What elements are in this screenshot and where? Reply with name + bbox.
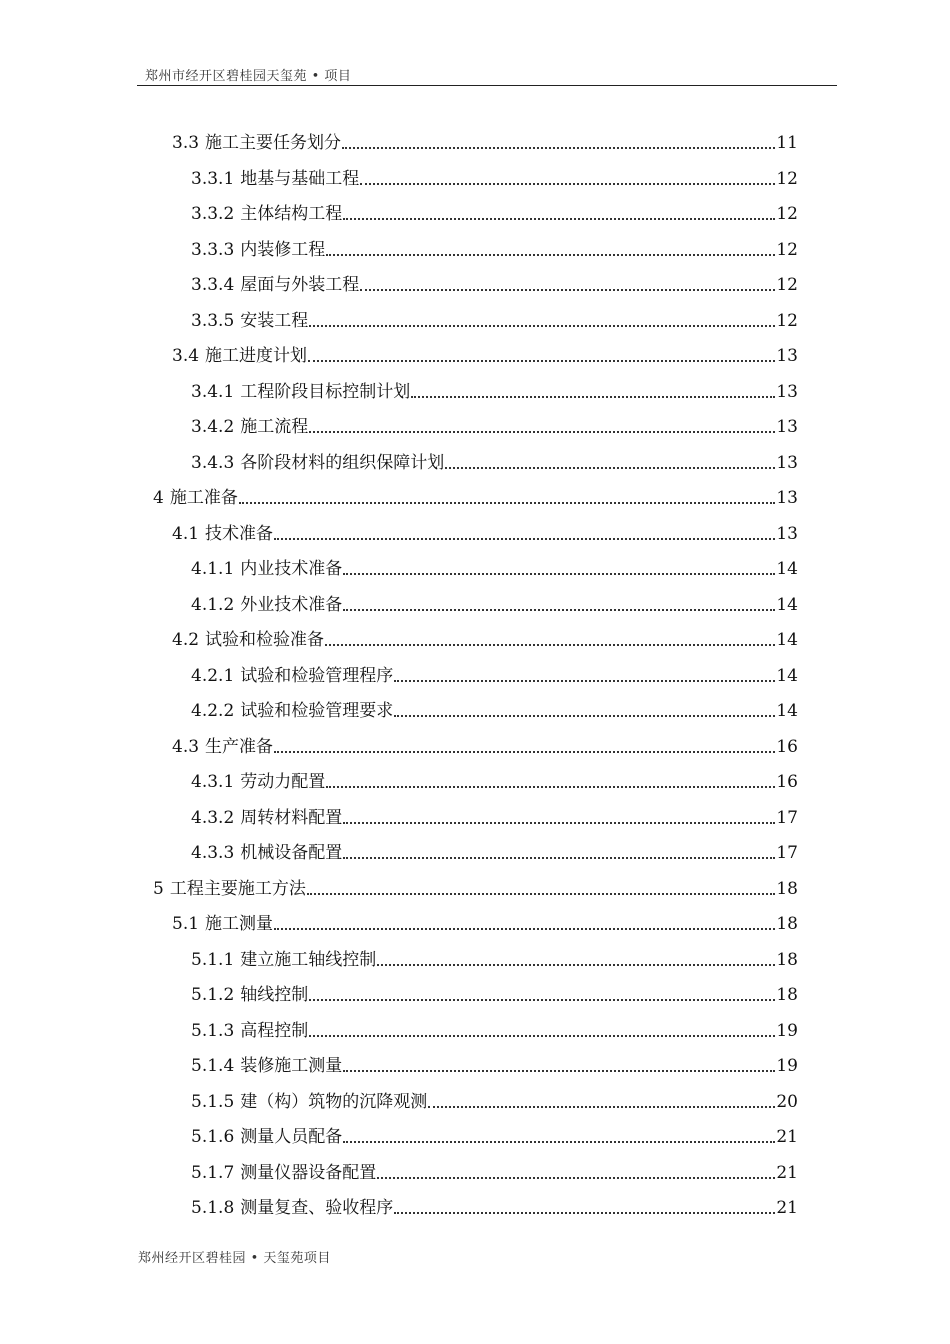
toc-entry-title: 施工准备 [169,488,238,508]
toc-entry-number: 4.1.2 [191,594,235,615]
toc-entry-page: 13 [776,417,798,437]
toc-entry-title: 技术准备 [205,523,274,544]
toc-entry-page: 18 [776,949,798,970]
toc-entry-number: 3.3.2 [191,204,235,224]
toc-entry[interactable] [191,1087,798,1113]
toc-entry-number: 5.1 [172,914,200,934]
toc-dot-leader [343,1070,775,1072]
toc-entry-title: 试验和检验准备 [205,630,325,650]
toc-dot-leader [326,786,775,788]
toc-dot-leader [360,289,775,291]
toc-entry[interactable] [191,1051,798,1077]
toc-dot-leader [394,715,775,717]
toc-entry[interactable] [191,554,798,580]
toc-entry-number: 3.3 [172,133,200,153]
toc-dot-leader [309,1035,775,1037]
toc-entry-title: 施工流程 [240,417,309,437]
toc-entry[interactable] [153,483,798,509]
toc-entry-title: 工程主要施工方法 [169,878,306,899]
toc-entry-page: 20 [776,1091,798,1112]
toc-entry[interactable] [191,980,798,1006]
toc-dot-leader [343,857,775,859]
toc-entry-number: 5.1.2 [191,985,235,1005]
toc-entry[interactable] [191,661,798,687]
toc-dot-leader [343,573,775,575]
toc-dot-leader [325,644,775,646]
toc-dot-leader [309,431,775,433]
toc-dot-leader [394,1212,775,1214]
toc-entry[interactable] [191,945,798,971]
toc-entry-page: 14 [776,665,798,686]
toc-dot-leader [274,928,775,930]
toc-entry[interactable] [191,1016,798,1042]
toc-entry-page: 13 [776,523,798,544]
toc-dot-leader [445,467,775,469]
toc-entry[interactable] [172,732,798,758]
toc-entry-title: 试验和检验管理程序 [240,665,394,686]
toc-entry[interactable] [172,909,798,935]
toc-entry-page: 17 [776,843,798,863]
toc-entry-title: 内装修工程 [240,239,326,260]
toc-entry[interactable] [191,164,798,190]
toc-entry-page: 19 [776,1020,798,1041]
toc-entry-page: 18 [776,878,798,899]
toc-entry[interactable] [191,696,798,722]
toc-entry-number: 5 [153,878,164,899]
toc-entry-number: 5.1.7 [191,1162,235,1183]
toc-entry[interactable] [191,1193,798,1219]
toc-entry[interactable] [191,270,798,296]
toc-entry-page: 13 [776,346,798,366]
toc-entry-page: 21 [776,1162,798,1183]
toc-dot-leader [274,751,775,753]
toc-dot-leader [308,360,775,362]
page-footer: 郑州经开区碧桂园 • 天玺苑项目 [138,1251,331,1266]
toc-dot-leader [360,183,775,185]
toc-entry-number: 4.3.1 [191,772,235,792]
toc-entry-number: 5.1.1 [191,949,235,970]
toc-entry-title: 工程阶段目标控制计划 [240,381,411,402]
toc-entry-number: 3.3.1 [191,168,235,189]
toc-entry-title: 测量人员配备 [240,1127,343,1147]
toc-entry[interactable] [172,519,798,545]
toc-entry-number: 5.1.3 [191,1020,235,1041]
toc-entry-page: 12 [776,239,798,260]
toc-entry-page: 18 [776,914,798,934]
toc-entry-title: 建（构）筑物的沉降观测 [240,1091,428,1112]
toc-entry-page: 14 [776,701,798,721]
toc-entry[interactable] [191,590,798,616]
toc-dot-leader [343,218,775,220]
toc-entry-title: 地基与基础工程 [240,168,360,189]
header-text: 郑州市经开区碧桂园天玺苑 • 项目 [145,69,352,84]
toc-entry[interactable] [172,341,798,367]
toc-entry-page: 21 [776,1198,798,1218]
toc-entry[interactable] [191,838,798,864]
toc-entry-number: 4.2 [172,630,200,650]
page-header [137,64,837,86]
toc-dot-leader [377,1177,775,1179]
toc-entry-page: 14 [776,594,798,615]
toc-entry-title: 外业技术准备 [240,594,343,615]
toc-entry-title: 轴线控制 [240,985,309,1005]
toc-entry-page: 21 [776,1127,798,1147]
toc-entry-title: 主体结构工程 [240,204,343,224]
toc-entry-number: 3.4.3 [191,452,235,473]
toc-entry-number: 3.4.2 [191,417,235,437]
toc-entry[interactable] [172,625,798,651]
toc-entry-title: 装修施工测量 [240,1056,343,1076]
toc-entry-page: 18 [776,985,798,1005]
toc-entry-page: 13 [776,452,798,473]
toc-entry-page: 13 [776,488,798,508]
toc-entry-number: 4.1.1 [191,559,235,579]
toc-dot-leader [326,254,775,256]
toc-entry-title: 周转材料配置 [240,807,343,828]
toc-entry-title: 劳动力配置 [240,772,326,792]
toc-entry[interactable] [172,128,798,154]
toc-dot-leader [428,1106,775,1108]
toc-dot-leader [309,999,775,1001]
toc-entry-page: 19 [776,1056,798,1076]
toc-dot-leader [239,502,776,504]
toc-entry[interactable] [191,199,798,225]
toc-entry[interactable] [191,377,798,403]
toc-entry-number: 4.2.2 [191,701,235,721]
toc-entry-page: 16 [776,736,798,757]
toc-dot-leader [307,893,776,895]
toc-entry-number: 5.1.4 [191,1056,235,1076]
toc-dot-leader [377,964,775,966]
toc-entry-page: 11 [776,133,798,153]
toc-entry-page: 14 [776,630,798,650]
toc-entry[interactable] [191,235,798,261]
toc-entry-number: 4.3 [172,736,200,757]
toc-entry[interactable] [153,874,798,900]
toc-dot-leader [411,396,775,398]
toc-entry-number: 4.2.1 [191,665,235,686]
toc-entry-page: 12 [776,168,798,189]
toc-dot-leader [342,147,775,149]
toc-entry-page: 12 [776,275,798,295]
toc-entry-title: 安装工程 [240,310,309,331]
toc-entry-page: 12 [776,204,798,224]
toc-entry-page: 17 [776,807,798,828]
toc-entry-number: 5.1.5 [191,1091,235,1112]
toc-entry[interactable] [191,767,798,793]
toc-entry[interactable] [191,1158,798,1184]
toc-entry-title: 屋面与外装工程 [240,275,360,295]
toc-entry[interactable] [191,1122,798,1148]
toc-entry-number: 5.1.6 [191,1127,235,1147]
toc-entry-title: 内业技术准备 [240,559,343,579]
toc-entry-page: 13 [776,381,798,402]
toc-entry-title: 高程控制 [240,1020,309,1041]
toc-dot-leader [343,609,775,611]
toc-entry-title: 测量仪器设备配置 [240,1162,377,1183]
toc-entry[interactable] [191,412,798,438]
toc-dot-leader [394,680,775,682]
toc-dot-leader [309,325,775,327]
toc-dot-leader [343,1141,775,1143]
toc-entry-number: 4.3.3 [191,843,235,863]
toc-entry-number: 4.3.2 [191,807,235,828]
toc-entry-title: 建立施工轴线控制 [240,949,377,970]
toc-entry-page: 12 [776,310,798,331]
toc-entry-page: 16 [776,772,798,792]
toc-entry-title: 施工测量 [205,914,274,934]
toc-entry-number: 3.4.1 [191,381,235,402]
toc-entry-title: 施工进度计划 [205,346,308,366]
toc-entry-title: 生产准备 [205,736,274,757]
toc-entry-number: 4.1 [172,523,200,544]
toc-dot-leader [343,822,775,824]
toc-entry-title: 测量复查、验收程序 [240,1198,394,1218]
toc-entry[interactable] [191,803,798,829]
toc-entry-number: 3.3.5 [191,310,235,331]
toc-entry-title: 机械设备配置 [240,843,343,863]
toc-entry-number: 5.1.8 [191,1198,235,1218]
toc-entry-title: 各阶段材料的组织保障计划 [240,452,445,473]
toc-entry[interactable] [191,448,798,474]
toc-entry[interactable] [191,306,798,332]
toc-entry-page: 14 [776,559,798,579]
toc-entry-number: 3.3.3 [191,239,235,260]
toc-entry-number: 4 [153,488,164,508]
toc-entry-title: 施工主要任务划分 [205,133,342,153]
toc-entry-number: 3.3.4 [191,275,235,295]
toc-dot-leader [274,538,775,540]
toc-entry-number: 3.4 [172,346,200,366]
toc-entry-title: 试验和检验管理要求 [240,701,394,721]
